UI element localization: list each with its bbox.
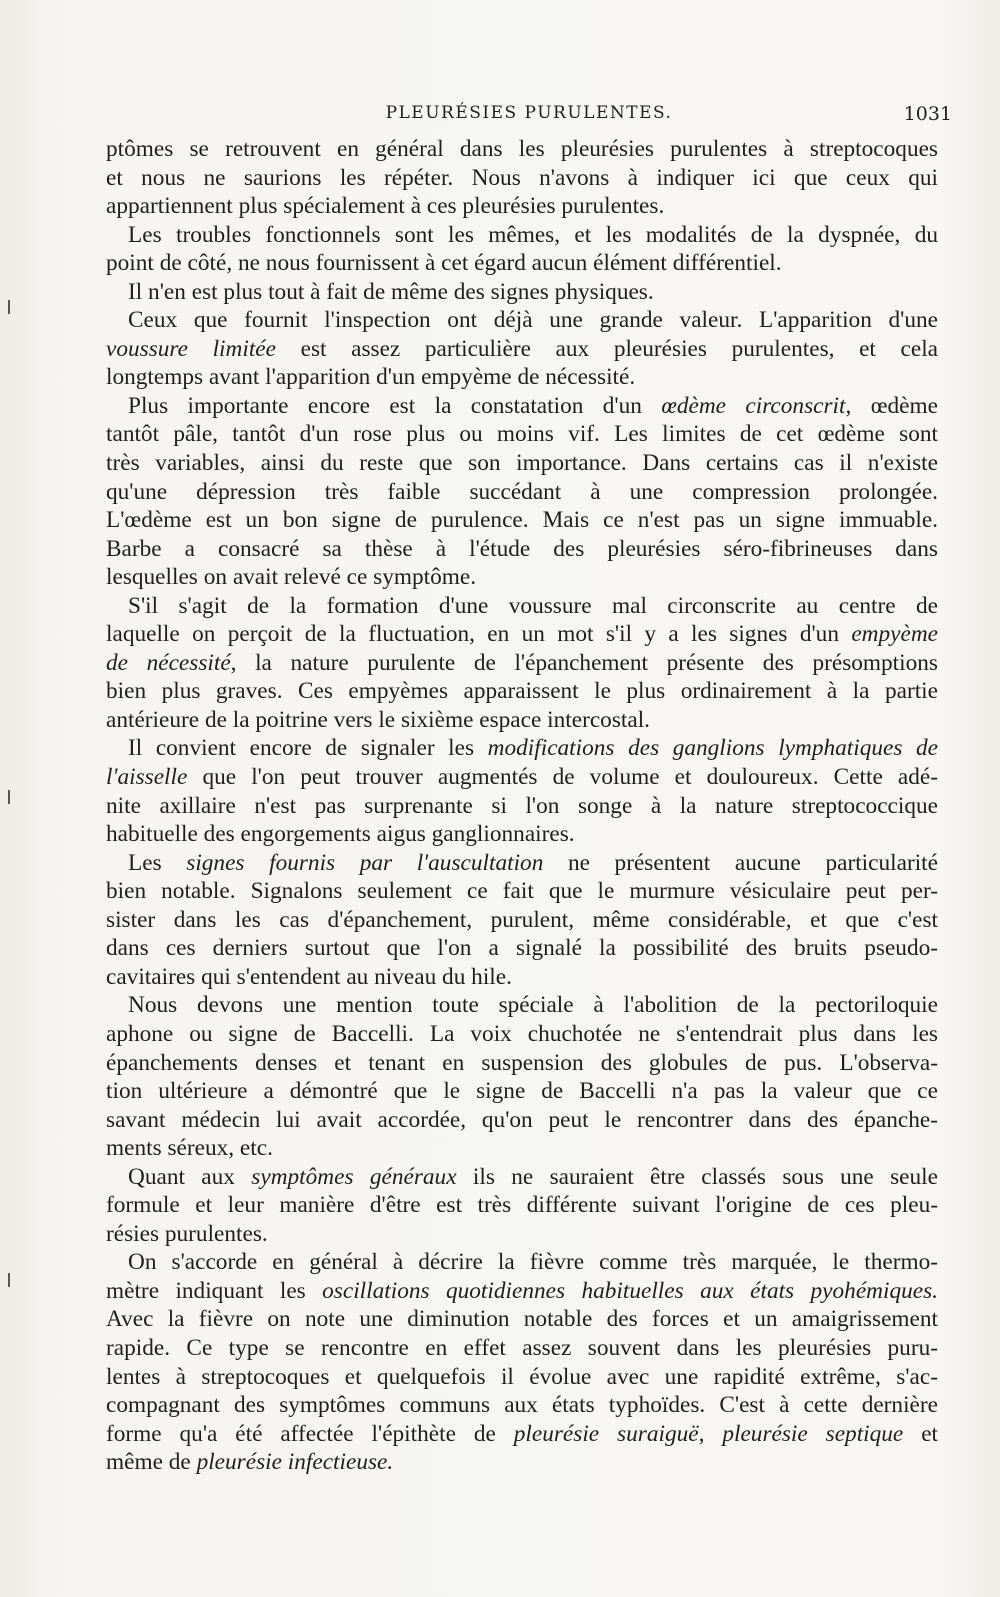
text-line: [106, 1448, 938, 1477]
body-text: [106, 135, 938, 1477]
italic-phrase: pleurésie infectieuse.: [196, 1449, 394, 1476]
text-run: nite axillaire n'est pas surprenante si l'on songe à la nature streptococcique: [106, 792, 938, 819]
text-line: [106, 1305, 938, 1334]
text-run: que l'on peut trouver augmentés de volume et douloureux. Cette adé-: [187, 764, 938, 791]
text-line: [106, 221, 938, 250]
text-run: S'il s'agit de la formation d'une voussure mal circonscrite au centre de: [128, 592, 938, 619]
margin-mark: [8, 300, 10, 314]
text-line: [106, 1191, 938, 1220]
text-run: ptômes se retrouvent en général dans les pleurésies purulentes à streptocoques: [106, 136, 938, 162]
text-line: [106, 164, 938, 193]
text-run: cavitaires qui s'entendent au niveau du hile.: [106, 963, 512, 990]
text-run: , la nature purulente de l'épanchement présente des présomptions: [230, 649, 938, 676]
text-run: forme qu'a été affectée l'épithète de: [106, 1420, 514, 1447]
text-line: [106, 1420, 938, 1449]
italic-phrase: pleurésie suraiguë, pleurésie septique: [513, 1420, 904, 1447]
text-line: [106, 592, 938, 621]
text-line: [106, 335, 938, 364]
text-run: laquelle on perçoit de la fluctuation, en un mot s'il y a les signes d'un: [106, 621, 852, 648]
italic-phrase: oscillations quotidiennes habituelles aux états pyohémiques.: [322, 1277, 938, 1304]
text-run: dans ces derniers surtout que l'on a signalé la possibilité des bruits pseudo-: [106, 935, 938, 962]
text-line: [106, 449, 938, 478]
text-run: compagnant des symptômes communs aux états typhoïdes. C'est à cette dernière: [106, 1392, 938, 1419]
italic-phrase: voussure limitée: [106, 335, 276, 362]
page-number: 1031: [903, 103, 952, 125]
italic-phrase: modifications des ganglions lymphatiques de: [487, 735, 939, 762]
text-run: Nous devons une mention toute spéciale à l'abolition de la pectoriloquie: [128, 992, 938, 1019]
text-line: [106, 563, 938, 592]
text-run: œdème: [851, 392, 938, 419]
text-line: [106, 363, 938, 392]
text-line: [106, 1220, 938, 1249]
text-line: [106, 420, 938, 449]
italic-phrase: l'aisselle: [106, 764, 188, 791]
text-run: On s'accorde en général à décrire la fièvre comme très marquée, le thermo-: [128, 1249, 938, 1276]
text-run: tantôt pâle, tantôt d'un rose plus ou moins vif. Les limites de cet œdème sont: [106, 421, 938, 448]
text-line: [106, 306, 938, 335]
italic-phrase: signes fournis par l'auscultation: [186, 849, 544, 876]
italic-phrase: œdème circonscrit,: [661, 392, 852, 419]
text-line: [106, 392, 938, 421]
text-run: très variables, ainsi du reste que son importance. Dans certains cas il n'existe: [106, 450, 938, 477]
italic-phrase: empyème: [851, 621, 938, 648]
text-run: formule et leur manière d'être est très différente suivant l'origine de ces pleu-: [106, 1192, 938, 1219]
text-run: appartiennent plus spécialement à ces pleurésies purulentes.: [106, 193, 665, 220]
text-run: ments séreux, etc.: [106, 1135, 273, 1162]
margin-mark: [8, 1273, 10, 1287]
text-line: [106, 1248, 938, 1277]
text-line: [106, 620, 938, 649]
text-run: savant médecin lui avait accordée, qu'on peut le rencontrer dans des épanche-: [106, 1106, 938, 1133]
text-line: [106, 734, 938, 763]
text-line: [106, 1363, 938, 1392]
text-run: aphone ou signe de Baccelli. La voix chuchotée ne s'entendrait plus dans les: [106, 1020, 938, 1047]
text-run: même de: [106, 1449, 197, 1476]
text-line: [106, 877, 938, 906]
text-line: [106, 991, 938, 1020]
text-run: ne présentent aucune particularité: [543, 849, 938, 876]
text-run: est assez particulière aux pleurésies purulentes, et cela: [275, 335, 939, 362]
text-line: [106, 906, 938, 935]
text-line: [106, 506, 938, 535]
italic-phrase: symptômes généraux: [251, 1163, 457, 1190]
text-run: Barbe a consacré sa thèse à l'étude des pleurésies séro-fibrineuses dans: [106, 535, 938, 562]
text-run: Les troubles fonctionnels sont les mêmes, et les modalités de la dyspnée, du: [128, 221, 938, 248]
text-line: [106, 1163, 938, 1192]
text-line: [106, 963, 938, 992]
text-run: Quant aux: [128, 1163, 252, 1190]
text-line: [106, 820, 938, 849]
text-line: [106, 192, 938, 221]
text-run: lesquelles on avait relevé ce symptôme.: [106, 564, 477, 591]
text-run: bien plus graves. Ces empyèmes apparaissent le plus ordinairement à la partie: [106, 678, 938, 705]
text-run: tion ultérieure a démontré que le signe de Baccelli n'a pas la valeur que ce: [106, 1078, 938, 1105]
text-line: [106, 1391, 938, 1420]
text-line: [106, 135, 938, 164]
text-line: [106, 535, 938, 564]
text-line: [106, 706, 938, 735]
text-run: qu'une dépression très faible succédant à une compression prolongée.: [106, 478, 938, 505]
text-run: lentes à streptocoques et quelquefois il évolue avec une rapidité extrême, s'ac-: [106, 1363, 938, 1390]
text-line: [106, 1334, 938, 1363]
text-line: [106, 1049, 938, 1078]
margin-mark: [8, 790, 10, 804]
text-run: Il n'en est plus tout à fait de même des signes physiques.: [128, 278, 654, 305]
text-run: Il convient encore de signaler les: [128, 735, 488, 762]
text-line: [106, 1134, 938, 1163]
running-header: [106, 103, 952, 133]
text-run: mètre indiquant les: [106, 1277, 323, 1304]
italic-phrase: de nécessité: [106, 649, 231, 676]
text-line: [106, 792, 938, 821]
text-line: [106, 934, 938, 963]
text-line: [106, 249, 938, 278]
text-run: ils ne sauraient être classés sous une seule: [456, 1163, 938, 1190]
text-line: [106, 478, 938, 507]
text-line: [106, 1020, 938, 1049]
text-run: bien notable. Signalons seulement ce fait que le murmure vésiculaire peut per-: [106, 878, 938, 905]
text-run: Les: [128, 849, 187, 876]
text-line: [106, 677, 938, 706]
text-line: [106, 1077, 938, 1106]
text-run: résies purulentes.: [106, 1220, 268, 1247]
text-line: [106, 849, 938, 878]
text-line: [106, 1106, 938, 1135]
text-run: sister dans les cas d'épanchement, purulent, même considérable, et que c'est: [106, 906, 938, 933]
text-run: Avec la fièvre on note une diminution notable des forces et un amaigrissement: [106, 1306, 938, 1333]
text-run: antérieure de la poitrine vers le sixième espace intercostal.: [106, 706, 650, 733]
text-line: [106, 763, 938, 792]
text-run: et nous ne saurions les répéter. Nous n'avons à indiquer ici que ceux qui: [106, 164, 938, 191]
text-line: [106, 1277, 938, 1306]
text-run: rapide. Ce type se rencontre en effet assez souvent dans les pleurésies puru-: [106, 1334, 938, 1361]
text-run: point de côté, ne nous fournissent à cet égard aucun élément différentiel.: [106, 250, 782, 277]
running-title: PLEURÉSIES PURULENTES.: [385, 103, 673, 123]
text-run: épanchements denses et tenant en suspension des globules de pus. L'observa-: [106, 1049, 938, 1076]
text-run: Plus importante encore est la constatation d'un: [128, 392, 662, 419]
text-line: [106, 649, 938, 678]
text-run: longtemps avant l'apparition d'un empyème de nécessité.: [106, 364, 636, 391]
text-run: Ceux que fournit l'inspection ont déjà une grande valeur. L'apparition d'une: [128, 307, 938, 334]
text-run: et: [903, 1420, 939, 1447]
text-run: L'œdème est un bon signe de purulence. Mais ce n'est pas un signe immuable.: [106, 507, 938, 534]
text-line: [106, 278, 938, 307]
text-run: habituelle des engorgements aigus ganglionnaires.: [106, 821, 575, 848]
